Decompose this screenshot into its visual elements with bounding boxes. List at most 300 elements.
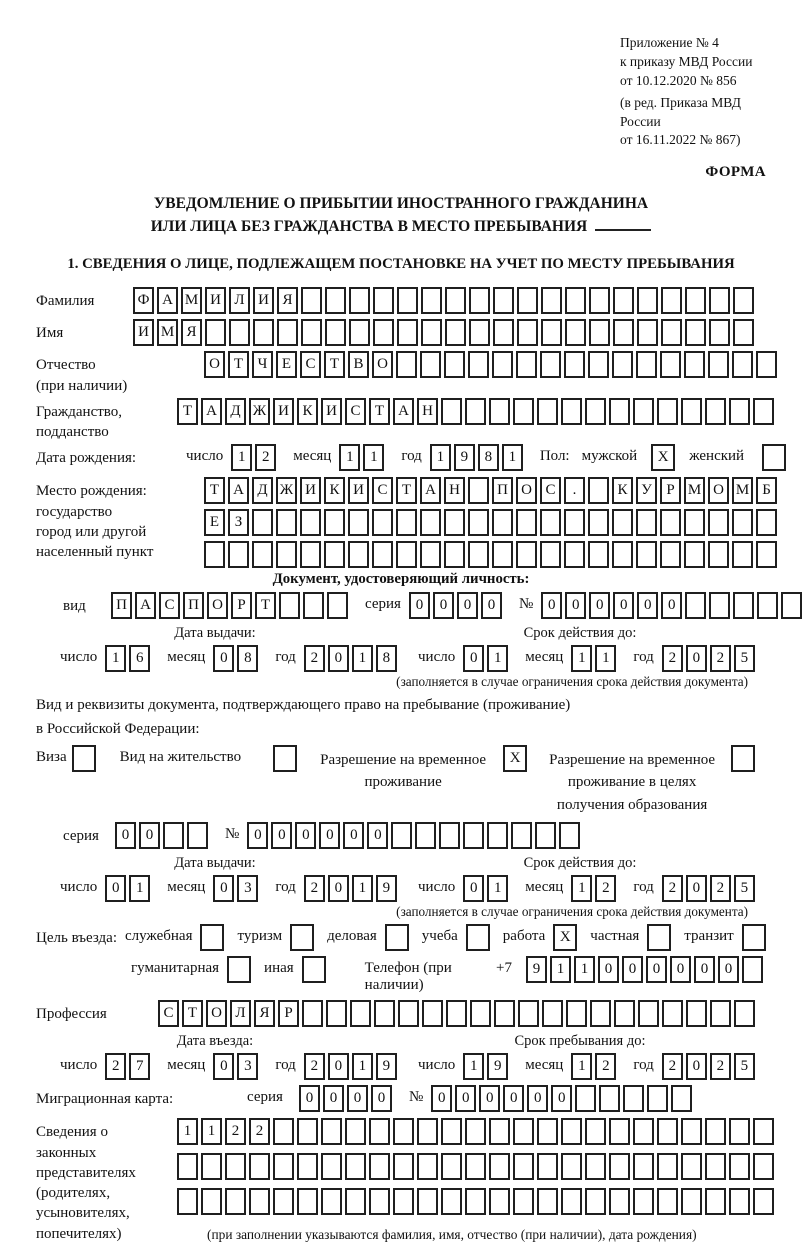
char-box[interactable] bbox=[709, 592, 730, 619]
char-box[interactable] bbox=[705, 1118, 726, 1145]
char-box[interactable]: 0 bbox=[328, 875, 349, 902]
char-box[interactable] bbox=[685, 592, 706, 619]
char-box[interactable] bbox=[300, 509, 321, 536]
char-box[interactable]: 5 bbox=[734, 1053, 755, 1080]
char-box[interactable] bbox=[565, 287, 586, 314]
char-box[interactable]: 0 bbox=[694, 956, 715, 983]
char-box[interactable]: 0 bbox=[433, 592, 454, 619]
char-box[interactable]: Л bbox=[230, 1000, 251, 1027]
char-box[interactable]: К bbox=[612, 477, 633, 504]
char-box[interactable]: М bbox=[181, 287, 202, 314]
char-box[interactable] bbox=[446, 1000, 467, 1027]
char-box[interactable]: 1 bbox=[352, 645, 373, 672]
char-box[interactable]: И bbox=[133, 319, 154, 346]
char-box[interactable]: 0 bbox=[686, 645, 707, 672]
char-box[interactable]: 0 bbox=[670, 956, 691, 983]
char-box[interactable]: 0 bbox=[463, 645, 484, 672]
char-box[interactable] bbox=[420, 541, 441, 568]
char-box[interactable]: Ж bbox=[276, 477, 297, 504]
char-box[interactable] bbox=[564, 509, 585, 536]
char-box[interactable] bbox=[204, 541, 225, 568]
char-box[interactable]: Я bbox=[254, 1000, 275, 1027]
char-box[interactable]: С bbox=[158, 1000, 179, 1027]
char-box[interactable]: Т bbox=[228, 351, 249, 378]
char-box[interactable] bbox=[163, 822, 184, 849]
char-box[interactable]: О bbox=[204, 351, 225, 378]
char-box[interactable] bbox=[753, 398, 774, 425]
char-box[interactable]: Д bbox=[225, 398, 246, 425]
char-box[interactable] bbox=[469, 287, 490, 314]
char-box[interactable]: 1 bbox=[231, 444, 252, 471]
char-box[interactable] bbox=[417, 1188, 438, 1215]
char-box[interactable] bbox=[660, 509, 681, 536]
char-box[interactable] bbox=[489, 1188, 510, 1215]
char-box[interactable] bbox=[517, 287, 538, 314]
char-box[interactable] bbox=[537, 1118, 558, 1145]
char-box[interactable] bbox=[540, 509, 561, 536]
char-box[interactable]: 0 bbox=[589, 592, 610, 619]
char-box[interactable] bbox=[585, 398, 606, 425]
char-box[interactable]: 2 bbox=[710, 645, 731, 672]
char-box[interactable]: Т bbox=[204, 477, 225, 504]
char-box[interactable] bbox=[561, 398, 582, 425]
char-box[interactable] bbox=[681, 1188, 702, 1215]
char-box[interactable] bbox=[588, 351, 609, 378]
char-box[interactable] bbox=[710, 1000, 731, 1027]
char-box[interactable] bbox=[187, 822, 208, 849]
char-box[interactable]: 0 bbox=[455, 1085, 476, 1112]
char-box[interactable] bbox=[393, 1153, 414, 1180]
char-box[interactable] bbox=[444, 509, 465, 536]
char-box[interactable] bbox=[614, 1000, 635, 1027]
char-box[interactable]: Д bbox=[252, 477, 273, 504]
char-box[interactable] bbox=[468, 351, 489, 378]
char-box[interactable] bbox=[537, 1153, 558, 1180]
char-box[interactable] bbox=[633, 1188, 654, 1215]
char-box[interactable] bbox=[708, 509, 729, 536]
char-box[interactable] bbox=[348, 541, 369, 568]
char-box[interactable] bbox=[422, 1000, 443, 1027]
char-box[interactable] bbox=[541, 287, 562, 314]
char-box[interactable]: 0 bbox=[686, 1053, 707, 1080]
char-box[interactable] bbox=[345, 1153, 366, 1180]
char-box[interactable] bbox=[465, 1188, 486, 1215]
char-box[interactable]: Р bbox=[231, 592, 252, 619]
char-box[interactable]: 1 bbox=[201, 1118, 222, 1145]
char-box[interactable] bbox=[681, 1118, 702, 1145]
char-box[interactable]: Т bbox=[177, 398, 198, 425]
char-box[interactable] bbox=[686, 1000, 707, 1027]
char-box[interactable] bbox=[417, 1118, 438, 1145]
char-box[interactable] bbox=[225, 1153, 246, 1180]
char-box[interactable] bbox=[345, 1188, 366, 1215]
char-box[interactable]: Я bbox=[277, 287, 298, 314]
char-box[interactable] bbox=[321, 1188, 342, 1215]
char-box[interactable] bbox=[732, 509, 753, 536]
char-box[interactable] bbox=[391, 822, 412, 849]
char-box[interactable]: Т bbox=[396, 477, 417, 504]
char-box[interactable] bbox=[325, 319, 346, 346]
char-box[interactable] bbox=[441, 1118, 462, 1145]
char-box[interactable]: И bbox=[273, 398, 294, 425]
char-box[interactable]: 9 bbox=[487, 1053, 508, 1080]
char-box[interactable]: 0 bbox=[686, 875, 707, 902]
char-box[interactable] bbox=[225, 1188, 246, 1215]
char-box[interactable] bbox=[441, 398, 462, 425]
sex-female-checkbox[interactable] bbox=[762, 444, 786, 471]
char-box[interactable] bbox=[516, 351, 537, 378]
char-box[interactable]: Ф bbox=[133, 287, 154, 314]
char-box[interactable]: 7 bbox=[129, 1053, 150, 1080]
char-box[interactable] bbox=[369, 1118, 390, 1145]
char-box[interactable] bbox=[228, 541, 249, 568]
purpose-work-checkbox[interactable]: X bbox=[553, 924, 577, 951]
char-box[interactable] bbox=[733, 592, 754, 619]
char-box[interactable]: 0 bbox=[565, 592, 586, 619]
char-box[interactable]: 1 bbox=[339, 444, 360, 471]
char-box[interactable]: 0 bbox=[247, 822, 268, 849]
char-box[interactable]: З bbox=[228, 509, 249, 536]
char-box[interactable]: М bbox=[684, 477, 705, 504]
char-box[interactable] bbox=[469, 319, 490, 346]
char-box[interactable] bbox=[273, 1153, 294, 1180]
char-box[interactable] bbox=[349, 319, 370, 346]
char-box[interactable] bbox=[321, 1118, 342, 1145]
char-box[interactable] bbox=[489, 1153, 510, 1180]
purpose-study-checkbox[interactable] bbox=[466, 924, 490, 951]
char-box[interactable] bbox=[201, 1153, 222, 1180]
char-box[interactable]: 1 bbox=[463, 1053, 484, 1080]
char-box[interactable] bbox=[661, 287, 682, 314]
char-box[interactable] bbox=[297, 1153, 318, 1180]
char-box[interactable] bbox=[559, 822, 580, 849]
char-box[interactable]: С bbox=[345, 398, 366, 425]
char-box[interactable] bbox=[468, 541, 489, 568]
char-box[interactable] bbox=[517, 319, 538, 346]
char-box[interactable] bbox=[513, 1153, 534, 1180]
char-box[interactable] bbox=[561, 1188, 582, 1215]
char-box[interactable] bbox=[374, 1000, 395, 1027]
char-box[interactable] bbox=[662, 1000, 683, 1027]
char-box[interactable] bbox=[535, 822, 556, 849]
char-box[interactable] bbox=[708, 351, 729, 378]
char-box[interactable]: 2 bbox=[304, 875, 325, 902]
char-box[interactable]: В bbox=[348, 351, 369, 378]
char-box[interactable] bbox=[753, 1188, 774, 1215]
purpose-business-checkbox[interactable] bbox=[385, 924, 409, 951]
char-box[interactable]: 1 bbox=[129, 875, 150, 902]
char-box[interactable] bbox=[252, 509, 273, 536]
char-box[interactable]: 0 bbox=[541, 592, 562, 619]
char-box[interactable]: 0 bbox=[343, 822, 364, 849]
char-box[interactable] bbox=[732, 541, 753, 568]
char-box[interactable] bbox=[373, 287, 394, 314]
char-box[interactable] bbox=[421, 287, 442, 314]
char-box[interactable] bbox=[421, 319, 442, 346]
char-box[interactable]: Т bbox=[182, 1000, 203, 1027]
char-box[interactable]: А bbox=[135, 592, 156, 619]
char-box[interactable]: Р bbox=[660, 477, 681, 504]
char-box[interactable]: И bbox=[300, 477, 321, 504]
purpose-official-checkbox[interactable] bbox=[200, 924, 224, 951]
char-box[interactable]: 3 bbox=[237, 1053, 258, 1080]
char-box[interactable] bbox=[588, 477, 609, 504]
char-box[interactable]: 0 bbox=[213, 1053, 234, 1080]
char-box[interactable] bbox=[742, 956, 763, 983]
char-box[interactable] bbox=[494, 1000, 515, 1027]
char-box[interactable] bbox=[636, 541, 657, 568]
char-box[interactable] bbox=[276, 541, 297, 568]
char-box[interactable] bbox=[537, 398, 558, 425]
char-box[interactable] bbox=[396, 351, 417, 378]
char-box[interactable] bbox=[609, 1188, 630, 1215]
char-box[interactable]: С bbox=[159, 592, 180, 619]
char-box[interactable] bbox=[513, 1118, 534, 1145]
char-box[interactable]: 2 bbox=[304, 1053, 325, 1080]
char-box[interactable] bbox=[518, 1000, 539, 1027]
char-box[interactable]: 0 bbox=[115, 822, 136, 849]
char-box[interactable]: 6 bbox=[129, 645, 150, 672]
purpose-tourism-checkbox[interactable] bbox=[290, 924, 314, 951]
char-box[interactable] bbox=[566, 1000, 587, 1027]
char-box[interactable] bbox=[279, 592, 300, 619]
char-box[interactable] bbox=[321, 1153, 342, 1180]
char-box[interactable] bbox=[249, 1153, 270, 1180]
char-box[interactable] bbox=[396, 541, 417, 568]
char-box[interactable] bbox=[734, 1000, 755, 1027]
char-box[interactable] bbox=[465, 1118, 486, 1145]
char-box[interactable] bbox=[445, 287, 466, 314]
char-box[interactable] bbox=[276, 509, 297, 536]
char-box[interactable]: 0 bbox=[323, 1085, 344, 1112]
char-box[interactable]: 0 bbox=[463, 875, 484, 902]
char-box[interactable] bbox=[613, 287, 634, 314]
char-box[interactable]: П bbox=[183, 592, 204, 619]
char-box[interactable] bbox=[516, 541, 537, 568]
char-box[interactable] bbox=[729, 1153, 750, 1180]
char-box[interactable]: Н bbox=[444, 477, 465, 504]
char-box[interactable] bbox=[756, 541, 777, 568]
char-box[interactable] bbox=[599, 1085, 620, 1112]
temp-residence-edu-checkbox[interactable] bbox=[731, 745, 755, 772]
char-box[interactable] bbox=[445, 319, 466, 346]
char-box[interactable] bbox=[660, 541, 681, 568]
char-box[interactable]: . bbox=[564, 477, 585, 504]
char-box[interactable] bbox=[326, 1000, 347, 1027]
char-box[interactable] bbox=[393, 1118, 414, 1145]
char-box[interactable]: К bbox=[297, 398, 318, 425]
char-box[interactable]: 3 bbox=[237, 875, 258, 902]
char-box[interactable] bbox=[301, 319, 322, 346]
char-box[interactable]: К bbox=[324, 477, 345, 504]
char-box[interactable] bbox=[302, 1000, 323, 1027]
char-box[interactable]: А bbox=[420, 477, 441, 504]
char-box[interactable] bbox=[647, 1085, 668, 1112]
char-box[interactable]: Е bbox=[276, 351, 297, 378]
char-box[interactable] bbox=[324, 541, 345, 568]
char-box[interactable] bbox=[345, 1118, 366, 1145]
char-box[interactable] bbox=[564, 541, 585, 568]
char-box[interactable]: 1 bbox=[363, 444, 384, 471]
char-box[interactable] bbox=[273, 1118, 294, 1145]
char-box[interactable]: 1 bbox=[502, 444, 523, 471]
char-box[interactable]: 1 bbox=[487, 875, 508, 902]
char-box[interactable] bbox=[372, 509, 393, 536]
char-box[interactable] bbox=[623, 1085, 644, 1112]
char-box[interactable]: Т bbox=[369, 398, 390, 425]
char-box[interactable] bbox=[537, 1188, 558, 1215]
char-box[interactable] bbox=[685, 319, 706, 346]
char-box[interactable]: Н bbox=[417, 398, 438, 425]
char-box[interactable] bbox=[297, 1188, 318, 1215]
char-box[interactable] bbox=[757, 592, 778, 619]
char-box[interactable]: Я bbox=[181, 319, 202, 346]
char-box[interactable] bbox=[393, 1188, 414, 1215]
char-box[interactable] bbox=[465, 398, 486, 425]
char-box[interactable] bbox=[633, 1153, 654, 1180]
char-box[interactable] bbox=[487, 822, 508, 849]
char-box[interactable] bbox=[657, 1118, 678, 1145]
char-box[interactable]: 1 bbox=[430, 444, 451, 471]
char-box[interactable] bbox=[327, 592, 348, 619]
char-box[interactable]: М bbox=[732, 477, 753, 504]
char-box[interactable]: И bbox=[321, 398, 342, 425]
char-box[interactable]: 0 bbox=[661, 592, 682, 619]
char-box[interactable] bbox=[633, 1118, 654, 1145]
char-box[interactable] bbox=[657, 1153, 678, 1180]
char-box[interactable] bbox=[273, 1188, 294, 1215]
char-box[interactable] bbox=[372, 541, 393, 568]
char-box[interactable]: 0 bbox=[347, 1085, 368, 1112]
char-box[interactable] bbox=[541, 319, 562, 346]
char-box[interactable]: 0 bbox=[551, 1085, 572, 1112]
char-box[interactable] bbox=[465, 1153, 486, 1180]
char-box[interactable] bbox=[201, 1188, 222, 1215]
char-box[interactable] bbox=[396, 509, 417, 536]
char-box[interactable]: И bbox=[348, 477, 369, 504]
char-box[interactable] bbox=[585, 1118, 606, 1145]
char-box[interactable]: Т bbox=[255, 592, 276, 619]
char-box[interactable]: Ч bbox=[252, 351, 273, 378]
char-box[interactable] bbox=[542, 1000, 563, 1027]
char-box[interactable]: 1 bbox=[487, 645, 508, 672]
char-box[interactable] bbox=[637, 287, 658, 314]
sex-male-checkbox[interactable]: X bbox=[651, 444, 675, 471]
char-box[interactable] bbox=[415, 822, 436, 849]
char-box[interactable]: 0 bbox=[646, 956, 667, 983]
char-box[interactable] bbox=[297, 1118, 318, 1145]
char-box[interactable]: 0 bbox=[328, 1053, 349, 1080]
char-box[interactable] bbox=[565, 319, 586, 346]
char-box[interactable]: 8 bbox=[237, 645, 258, 672]
char-box[interactable] bbox=[638, 1000, 659, 1027]
char-box[interactable] bbox=[513, 1188, 534, 1215]
char-box[interactable] bbox=[660, 351, 681, 378]
char-box[interactable]: 2 bbox=[105, 1053, 126, 1080]
char-box[interactable] bbox=[417, 1153, 438, 1180]
char-box[interactable] bbox=[636, 351, 657, 378]
char-box[interactable] bbox=[253, 319, 274, 346]
char-box[interactable]: М bbox=[157, 319, 178, 346]
char-box[interactable] bbox=[781, 592, 802, 619]
char-box[interactable]: 0 bbox=[139, 822, 160, 849]
char-box[interactable] bbox=[444, 351, 465, 378]
char-box[interactable]: 1 bbox=[352, 1053, 373, 1080]
char-box[interactable]: 0 bbox=[213, 645, 234, 672]
char-box[interactable] bbox=[444, 541, 465, 568]
char-box[interactable] bbox=[588, 541, 609, 568]
char-box[interactable] bbox=[350, 1000, 371, 1027]
char-box[interactable] bbox=[613, 319, 634, 346]
char-box[interactable]: 0 bbox=[527, 1085, 548, 1112]
char-box[interactable] bbox=[369, 1188, 390, 1215]
char-box[interactable]: 0 bbox=[319, 822, 340, 849]
char-box[interactable] bbox=[609, 398, 630, 425]
char-box[interactable] bbox=[511, 822, 532, 849]
char-box[interactable]: 0 bbox=[105, 875, 126, 902]
char-box[interactable] bbox=[439, 822, 460, 849]
char-box[interactable] bbox=[369, 1153, 390, 1180]
char-box[interactable] bbox=[590, 1000, 611, 1027]
char-box[interactable] bbox=[489, 398, 510, 425]
char-box[interactable]: Т bbox=[324, 351, 345, 378]
char-box[interactable] bbox=[609, 1118, 630, 1145]
char-box[interactable] bbox=[249, 1188, 270, 1215]
char-box[interactable] bbox=[441, 1188, 462, 1215]
char-box[interactable] bbox=[492, 509, 513, 536]
char-box[interactable] bbox=[708, 541, 729, 568]
char-box[interactable]: 2 bbox=[304, 645, 325, 672]
char-box[interactable]: 0 bbox=[328, 645, 349, 672]
char-box[interactable] bbox=[303, 592, 324, 619]
char-box[interactable] bbox=[612, 541, 633, 568]
char-box[interactable]: 9 bbox=[454, 444, 475, 471]
purpose-humanitarian-checkbox[interactable] bbox=[227, 956, 251, 983]
char-box[interactable]: У bbox=[636, 477, 657, 504]
purpose-transit-checkbox[interactable] bbox=[742, 924, 766, 951]
char-box[interactable]: 1 bbox=[177, 1118, 198, 1145]
char-box[interactable] bbox=[709, 319, 730, 346]
char-box[interactable] bbox=[540, 541, 561, 568]
char-box[interactable] bbox=[463, 822, 484, 849]
char-box[interactable]: О bbox=[206, 1000, 227, 1027]
char-box[interactable] bbox=[468, 477, 489, 504]
char-box[interactable] bbox=[729, 1118, 750, 1145]
char-box[interactable]: 1 bbox=[574, 956, 595, 983]
char-box[interactable]: Ж bbox=[249, 398, 270, 425]
char-box[interactable] bbox=[756, 351, 777, 378]
char-box[interactable]: 0 bbox=[213, 875, 234, 902]
char-box[interactable]: Л bbox=[229, 287, 250, 314]
char-box[interactable]: А bbox=[157, 287, 178, 314]
char-box[interactable]: С bbox=[300, 351, 321, 378]
char-box[interactable]: 1 bbox=[571, 1053, 592, 1080]
char-box[interactable]: С bbox=[372, 477, 393, 504]
char-box[interactable] bbox=[300, 541, 321, 568]
char-box[interactable]: 0 bbox=[622, 956, 643, 983]
char-box[interactable]: 2 bbox=[710, 1053, 731, 1080]
char-box[interactable] bbox=[540, 351, 561, 378]
char-box[interactable]: 0 bbox=[613, 592, 634, 619]
char-box[interactable]: 1 bbox=[352, 875, 373, 902]
char-box[interactable] bbox=[229, 319, 250, 346]
char-box[interactable] bbox=[441, 1153, 462, 1180]
char-box[interactable] bbox=[205, 319, 226, 346]
char-box[interactable]: Е bbox=[204, 509, 225, 536]
char-box[interactable] bbox=[177, 1153, 198, 1180]
char-box[interactable]: Б bbox=[756, 477, 777, 504]
char-box[interactable] bbox=[705, 398, 726, 425]
